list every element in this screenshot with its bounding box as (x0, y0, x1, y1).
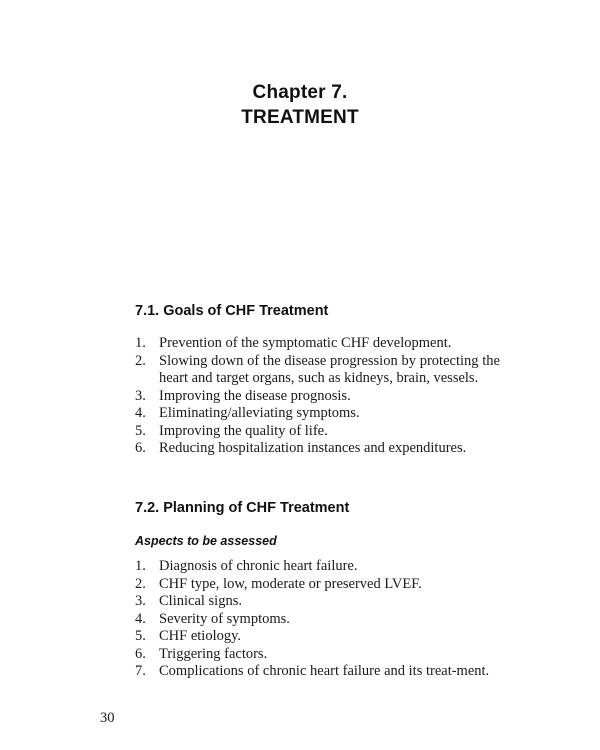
list-item (135, 576, 500, 594)
subheading-aspects: Aspects to be assessed (135, 534, 277, 548)
section-title-planning: 7.2. Planning of CHF Treatment (135, 500, 350, 516)
item-text: Improving the disease prognosis. (159, 387, 351, 404)
item-text: Improving the quality of life. (159, 422, 328, 439)
item-number: 3. (135, 593, 146, 609)
list-item (135, 611, 500, 629)
item-text: Prevention of the symptomatic CHF development. (159, 335, 452, 351)
list-item (135, 663, 500, 681)
item-text: CHF etiology. (159, 628, 242, 644)
chapter-heading (0, 80, 600, 130)
list-item (135, 440, 500, 458)
item-text: Reducing hospitalization instances and expenditures. (159, 440, 467, 456)
item-number: 7. (135, 663, 146, 679)
chapter-title: TREATMENT (241, 107, 359, 128)
list-item (135, 353, 500, 388)
item-number: 2. (135, 575, 146, 592)
item-number: 3. (135, 387, 146, 404)
list-item (135, 558, 500, 576)
item-text: Severity of symptoms. (159, 610, 290, 627)
item-number: 1. (135, 558, 146, 574)
item-number: 4. (135, 610, 146, 627)
goals-list (135, 335, 500, 458)
chapter-number: Chapter 7. (252, 82, 348, 103)
item-number: 5. (135, 628, 146, 644)
item-text: Complications of chronic heart failure and its treat-ment. (159, 663, 490, 679)
list-item (135, 628, 500, 646)
item-text: Triggering factors. (159, 645, 268, 662)
item-text: Eliminating/alleviating symptoms. (159, 405, 360, 421)
item-number: 5. (135, 422, 146, 439)
item-number: 6. (135, 645, 146, 662)
item-text: CHF type, low, moderate or preserved LVEF. (159, 575, 422, 592)
aspects-list (135, 558, 500, 681)
section-title-goals: 7.1. Goals of CHF Treatment (135, 303, 329, 319)
item-number: 4. (135, 405, 146, 421)
item-text: Clinical signs. (159, 593, 242, 609)
list-item (135, 335, 500, 353)
list-item (135, 593, 500, 611)
item-text: Slowing down of the disease progression by protecting the heart and target organs, such as kidneys, brain, vessels. (159, 352, 500, 386)
list-item (135, 423, 500, 441)
list-item (135, 646, 500, 664)
list-item (135, 388, 500, 406)
page-number: 30 (100, 710, 115, 726)
item-number: 2. (135, 352, 146, 369)
item-text: Diagnosis of chronic heart failure. (159, 558, 358, 574)
item-number: 1. (135, 335, 146, 351)
list-item (135, 405, 500, 423)
item-number: 6. (135, 440, 146, 456)
